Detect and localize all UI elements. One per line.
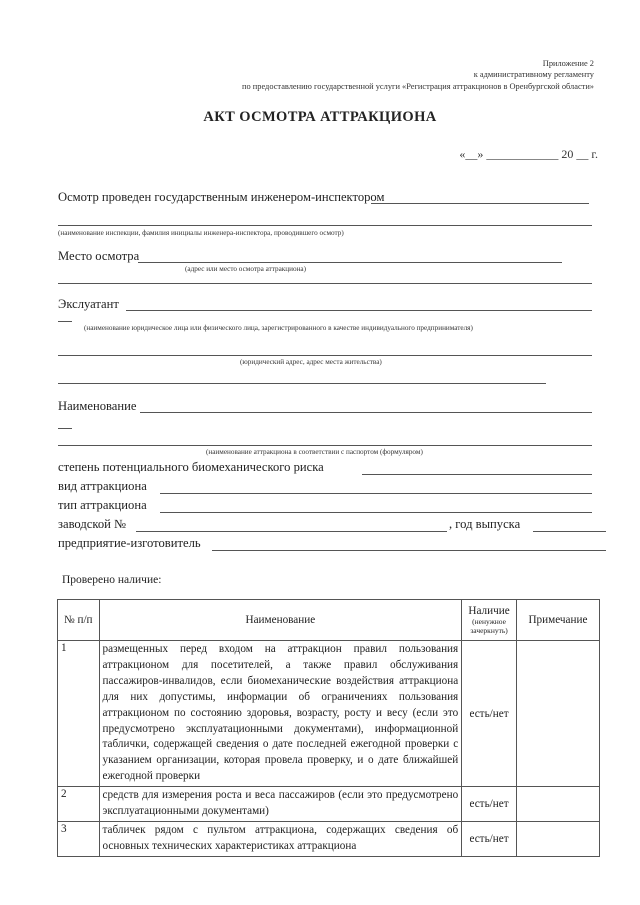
kind-blank bbox=[160, 493, 592, 494]
year-label: , год выпуска bbox=[449, 517, 521, 531]
row-avail: есть/нет bbox=[462, 821, 517, 856]
inspector-caption: (наименование инспекции, фамилия инициалы инженера-инспектора, проводившего осмотр) bbox=[58, 229, 344, 237]
place-blank-2 bbox=[58, 283, 592, 284]
appendix-line-2: к административному регламенту bbox=[473, 70, 594, 80]
address-blank-2 bbox=[58, 383, 546, 384]
maker-label: предприятие-изготовитель bbox=[58, 536, 201, 550]
row-text: средств для измерения роста и веса пассажиров (если это предусмотрено эксплуатационными документами) bbox=[99, 787, 462, 822]
serial-blank bbox=[136, 531, 447, 532]
type-blank bbox=[160, 512, 592, 513]
row-num: 2 bbox=[58, 787, 100, 822]
inspector-label: Осмотр проведен государственным инженером-инспектором bbox=[58, 190, 385, 204]
table-header-row bbox=[58, 600, 600, 641]
serial-label: заводской № bbox=[58, 517, 127, 531]
address-caption: (юридический адрес, адрес места жительства) bbox=[240, 358, 382, 366]
risk-label: степень потенциального биомеханического риска bbox=[58, 460, 324, 474]
header-name: Наименование bbox=[99, 600, 462, 641]
operator-dash bbox=[58, 321, 72, 322]
row-note bbox=[516, 641, 599, 787]
row-note bbox=[516, 821, 599, 856]
type-label: тип аттракциона bbox=[58, 498, 147, 512]
name-blank bbox=[140, 412, 592, 413]
header-note: Примечание bbox=[516, 600, 599, 641]
row-avail: есть/нет bbox=[462, 641, 517, 787]
table-row bbox=[58, 821, 600, 856]
checked-label: Проверено наличие: bbox=[62, 574, 162, 586]
appendix-line-3: по предоставлению государственной услуги «Регистрация аттракционов в Оренбургской области» bbox=[242, 81, 594, 91]
risk-blank bbox=[362, 474, 592, 475]
date-field: «__» ____________ 20 __ г. bbox=[459, 147, 598, 161]
name-dash bbox=[58, 428, 72, 429]
maker-blank bbox=[212, 550, 606, 551]
header-num: № п/п bbox=[58, 600, 100, 641]
inspector-blank bbox=[371, 203, 589, 204]
address-blank bbox=[58, 355, 592, 356]
place-caption: (адрес или место осмотра аттракциона) bbox=[185, 265, 306, 273]
year-blank bbox=[533, 531, 606, 532]
row-avail: есть/нет bbox=[462, 787, 517, 822]
header-avail-sub: (ненужное зачеркнуть) bbox=[470, 617, 508, 635]
row-num: 3 bbox=[58, 821, 100, 856]
inspection-table bbox=[57, 599, 600, 857]
place-blank bbox=[138, 262, 562, 263]
appendix-line-1: Приложение 2 bbox=[542, 59, 594, 68]
row-text: размещенных перед входом на аттракцион правил пользования аттракционом для посетителей, а также правил обслуживания пассажиров-инвалидов, если биомеханические воздействия аттракциона для них допустимы, информации об ограничениях пользования аттракционом по состоянию здоровья, возрасту, росту и весу (если это предусмотрено эксплуатационными документами), информационной таблички, содержащей сведения о дате последней ежегодной проверки с указанием организации, которая провела проверку, и о дате ближайшей ежегодной проверки bbox=[99, 641, 462, 787]
operator-label: Экслуатант bbox=[58, 297, 119, 311]
name-caption: (наименование аттракциона в соответствии с паспортом (формуляром) bbox=[206, 448, 423, 456]
appendix-header bbox=[74, 58, 594, 92]
kind-label: вид аттракциона bbox=[58, 479, 147, 493]
place-label: Место осмотра bbox=[58, 249, 140, 263]
row-note bbox=[516, 787, 599, 822]
name-blank-2 bbox=[58, 445, 592, 446]
inspector-blank-2 bbox=[58, 225, 592, 226]
table-row bbox=[58, 787, 600, 822]
table-row bbox=[58, 641, 600, 787]
row-text: табличек рядом с пультом аттракциона, содержащих сведения об основных технических характеристиках аттракциона bbox=[99, 821, 462, 856]
name-label: Наименование bbox=[58, 399, 137, 413]
operator-caption: (наименование юридическое лица или физического лица, зарегистрированного в качестве индивидуального предпринимателя) bbox=[84, 324, 473, 332]
document-title: АКТ ОСМОТРА АТТРАКЦИОНА bbox=[203, 109, 437, 125]
header-avail-label: Наличие bbox=[468, 605, 510, 617]
header-avail bbox=[462, 600, 517, 641]
row-num: 1 bbox=[58, 641, 100, 787]
operator-blank bbox=[126, 310, 592, 311]
